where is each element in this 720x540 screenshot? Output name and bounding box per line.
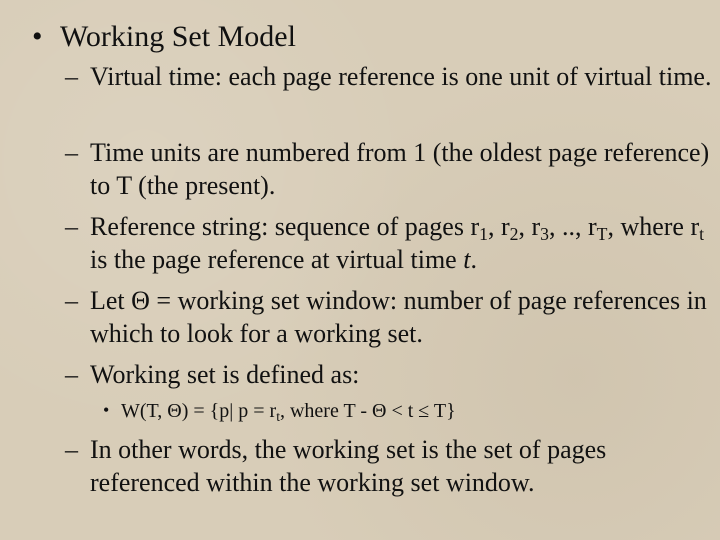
- list-item-time-units: [65, 136, 715, 202]
- dash-icon: –: [65, 212, 78, 241]
- list-item-text: Let Θ = working set window: number of page references in which to look for a working set.: [90, 286, 707, 348]
- dash-icon: –: [65, 62, 78, 91]
- dash-icon: –: [65, 360, 78, 389]
- list-item-text: Virtual time: each page reference is one unit of virtual time.: [90, 62, 712, 91]
- list-item-theta-window: [65, 284, 715, 350]
- title-text: Working Set Model: [60, 20, 296, 53]
- list-item-virtual-time: [65, 60, 715, 93]
- dash-icon: –: [65, 138, 78, 167]
- list-item-text: Working set is defined as:: [90, 360, 360, 389]
- bullet-icon: •: [103, 400, 110, 420]
- dash-icon: –: [65, 286, 78, 315]
- list-item-text: Reference string: sequence of pages $r_1$, $r_2$, $r_3$, .., $r_T$, where $r_t$ is the page reference at virtual time t.: [90, 212, 705, 274]
- list-item-working-set-defined: [65, 358, 715, 391]
- list-item-text: In other words, the working set is the set of pages referenced within the working set window.: [90, 435, 607, 497]
- dash-icon: –: [65, 435, 78, 464]
- list-item-in-other-words: [65, 433, 715, 499]
- formula-text: W(T, Θ) = {p| $p = r_t$, where T - Θ < t ≤ T}: [121, 400, 456, 424]
- list-item-text: Time units are numbered from 1 (the oldest page reference) to T (the present).: [90, 138, 710, 200]
- list-item-reference-string: [65, 210, 715, 276]
- bullet-icon: •: [32, 20, 43, 53]
